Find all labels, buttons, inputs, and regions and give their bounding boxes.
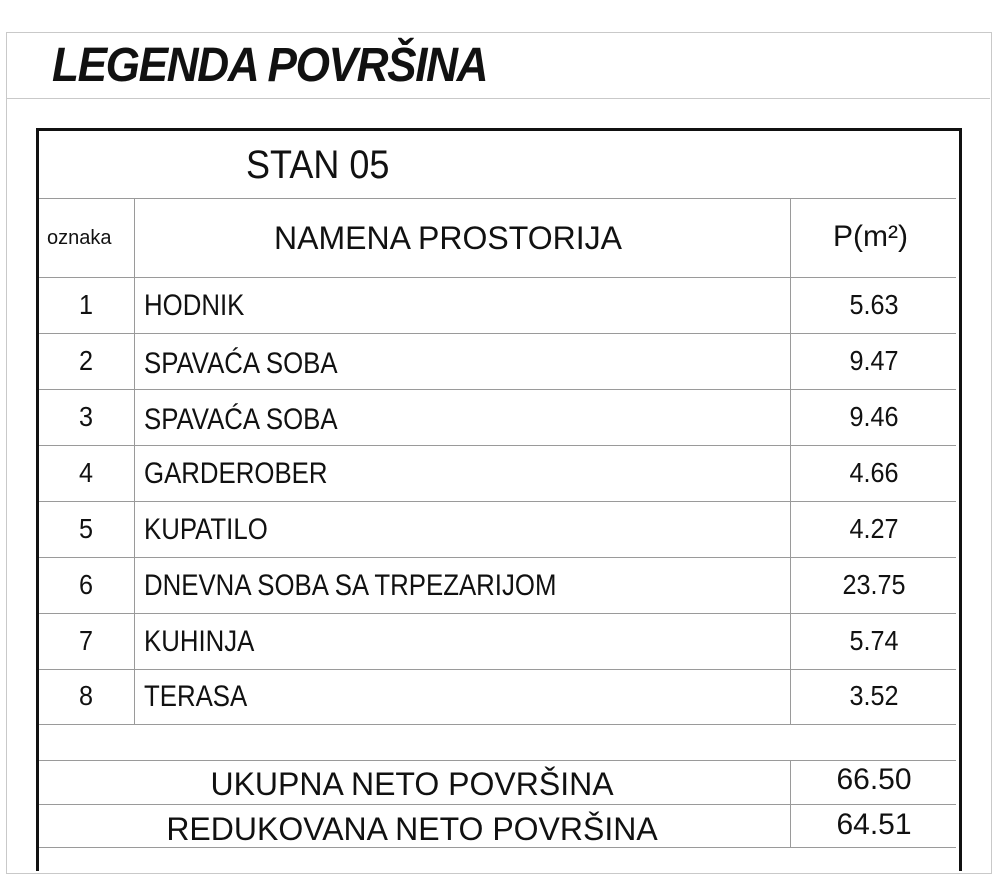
- room-name: KUHINJA: [144, 625, 255, 658]
- room-name: HODNIK: [144, 289, 245, 322]
- room-code: 3: [78, 401, 94, 432]
- header-code: oznaka: [47, 227, 112, 249]
- room-code: 6: [78, 569, 94, 600]
- header-purpose: NAMENA PROSTORIJA: [274, 220, 622, 256]
- total-net-area-value: 66.50: [836, 763, 912, 796]
- row-divider: [39, 557, 956, 558]
- room-code: 2: [78, 345, 94, 376]
- row-divider: [39, 724, 956, 725]
- room-code: 1: [78, 289, 94, 320]
- room-area: 9.46: [849, 401, 899, 432]
- reduced-net-area-value: 64.51: [836, 808, 912, 841]
- room-code: 4: [78, 457, 94, 488]
- room-name: SPAVAĆA SOBA: [144, 403, 338, 436]
- room-name: GARDEROBER: [144, 457, 328, 490]
- header-area: P(m²): [833, 220, 908, 253]
- room-area: 4.66: [849, 457, 899, 488]
- room-name: SPAVAĆA SOBA: [144, 347, 338, 380]
- row-divider: [39, 333, 956, 334]
- total-net-area-label: UKUPNA NETO POVRŠINA: [210, 766, 614, 802]
- row-divider: [39, 501, 956, 502]
- room-area: 4.27: [849, 513, 899, 544]
- room-name: DNEVNA SOBA SA TRPEZARIJOM: [144, 569, 557, 602]
- row-divider: [39, 445, 956, 446]
- column-divider: [134, 198, 135, 724]
- room-area: 5.63: [849, 289, 899, 320]
- row-divider: [39, 804, 956, 805]
- reduced-net-area-label: REDUKOVANA NETO POVRŠINA: [166, 811, 658, 847]
- row-divider: [39, 277, 956, 278]
- column-divider: [790, 198, 791, 724]
- room-area: 9.47: [849, 345, 899, 376]
- room-name: TERASA: [144, 680, 248, 713]
- room-area: 3.52: [849, 680, 899, 711]
- apartment-title: STAN 05: [246, 143, 390, 187]
- row-divider: [39, 389, 956, 390]
- room-code: 7: [78, 625, 94, 656]
- row-divider: [39, 669, 956, 670]
- row-divider: [39, 760, 956, 761]
- room-area: 5.74: [849, 625, 899, 656]
- row-divider: [39, 613, 956, 614]
- room-code: 8: [78, 680, 94, 711]
- legend-title: LEGENDA POVRŠINA: [52, 39, 488, 92]
- room-code: 5: [78, 513, 94, 544]
- room-area: 23.75: [842, 569, 906, 600]
- row-divider: [39, 847, 956, 848]
- room-name: KUPATILO: [144, 513, 268, 546]
- row-divider: [39, 198, 956, 199]
